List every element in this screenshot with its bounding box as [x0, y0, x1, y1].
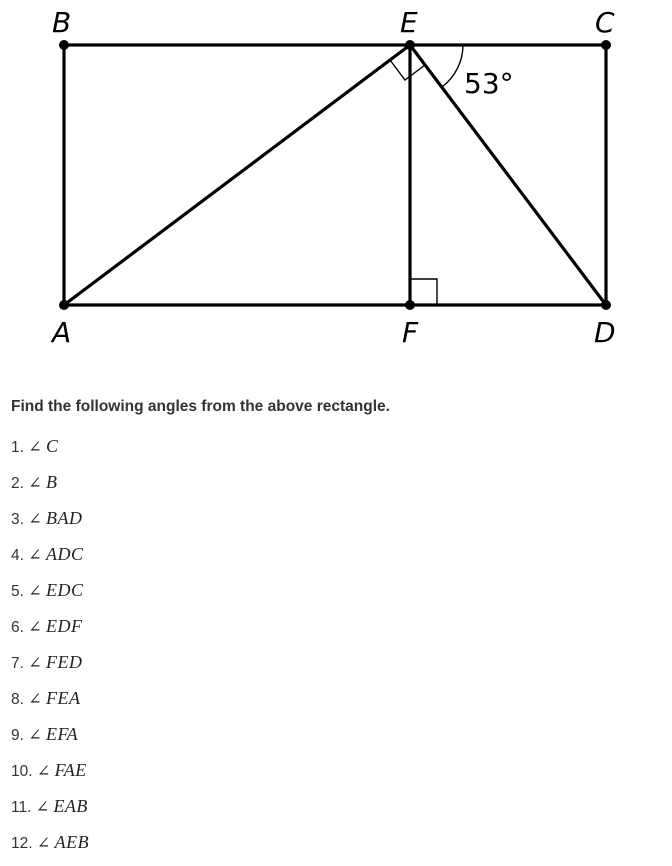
angle-label-53: 53° — [464, 67, 514, 100]
question-item — [11, 434, 89, 470]
question-list — [11, 434, 89, 866]
question-number: 8. — [11, 691, 24, 708]
question-angle: FAE — [54, 760, 87, 780]
question-item — [11, 686, 89, 722]
point-label-b: B — [52, 6, 72, 39]
segment-ea — [64, 45, 410, 305]
question-item — [11, 470, 89, 506]
question-item — [11, 722, 89, 758]
question-number: 12. — [11, 835, 33, 852]
angle-symbol: ∠ — [28, 509, 42, 528]
question-item — [11, 758, 89, 794]
question-number: 11. — [11, 799, 32, 816]
question-number: 10. — [11, 763, 33, 780]
vertex-dot-c — [601, 40, 611, 50]
vertex-dot-b — [59, 40, 69, 50]
vertex-dot-e — [405, 40, 415, 50]
question-number: 9. — [11, 727, 24, 744]
point-label-e: E — [400, 6, 418, 39]
question-item — [11, 578, 89, 614]
right-angle-mark-e — [390, 60, 425, 80]
question-angle: BAD — [45, 508, 83, 528]
angle-symbol: ∠ — [28, 617, 42, 636]
vertex-dot-f — [405, 300, 415, 310]
question-angle: EDC — [45, 580, 84, 600]
point-label-c: C — [595, 6, 615, 39]
question-item — [11, 650, 89, 686]
question-item — [11, 614, 89, 650]
vertex-dot-a — [59, 300, 69, 310]
right-angle-mark-f — [410, 279, 437, 305]
angle-symbol: ∠ — [28, 581, 42, 600]
angle-symbol: ∠ — [28, 437, 42, 456]
point-label-a: A — [52, 316, 72, 349]
question-number: 4. — [11, 547, 24, 564]
question-number: 6. — [11, 619, 24, 636]
angle-symbol: ∠ — [28, 689, 42, 708]
question-angle: EAB — [53, 796, 88, 816]
angle-symbol: ∠ — [28, 653, 42, 672]
question-angle: C — [45, 436, 59, 456]
angle-symbol: ∠ — [36, 833, 51, 852]
angle-arc-53 — [442, 45, 463, 87]
question-number: 3. — [11, 511, 24, 528]
instructions-text: Find the following angles from the above rectangle. — [11, 398, 390, 415]
question-angle: B — [45, 472, 58, 492]
question-item — [11, 542, 89, 578]
point-label-f: F — [402, 316, 419, 349]
angle-symbol: ∠ — [35, 797, 50, 816]
question-angle: FEA — [45, 688, 81, 708]
question-item — [11, 506, 89, 542]
question-number: 5. — [11, 583, 24, 600]
vertex-dot-d — [601, 300, 611, 310]
question-angle: EDF — [45, 616, 83, 636]
question-number: 2. — [11, 475, 24, 492]
question-angle: EFA — [45, 724, 79, 744]
point-label-d: D — [594, 316, 616, 349]
angle-symbol: ∠ — [28, 545, 42, 564]
question-angle: ADC — [45, 544, 84, 564]
angle-symbol: ∠ — [28, 473, 42, 492]
question-item — [11, 830, 89, 866]
angle-symbol: ∠ — [36, 761, 51, 780]
question-item — [11, 794, 89, 830]
question-angle: AEB — [54, 832, 90, 852]
question-number: 7. — [11, 655, 24, 672]
question-number: 1. — [11, 439, 24, 456]
rectangle-diagram — [0, 0, 672, 370]
question-angle: FED — [45, 652, 83, 672]
angle-symbol: ∠ — [28, 725, 42, 744]
